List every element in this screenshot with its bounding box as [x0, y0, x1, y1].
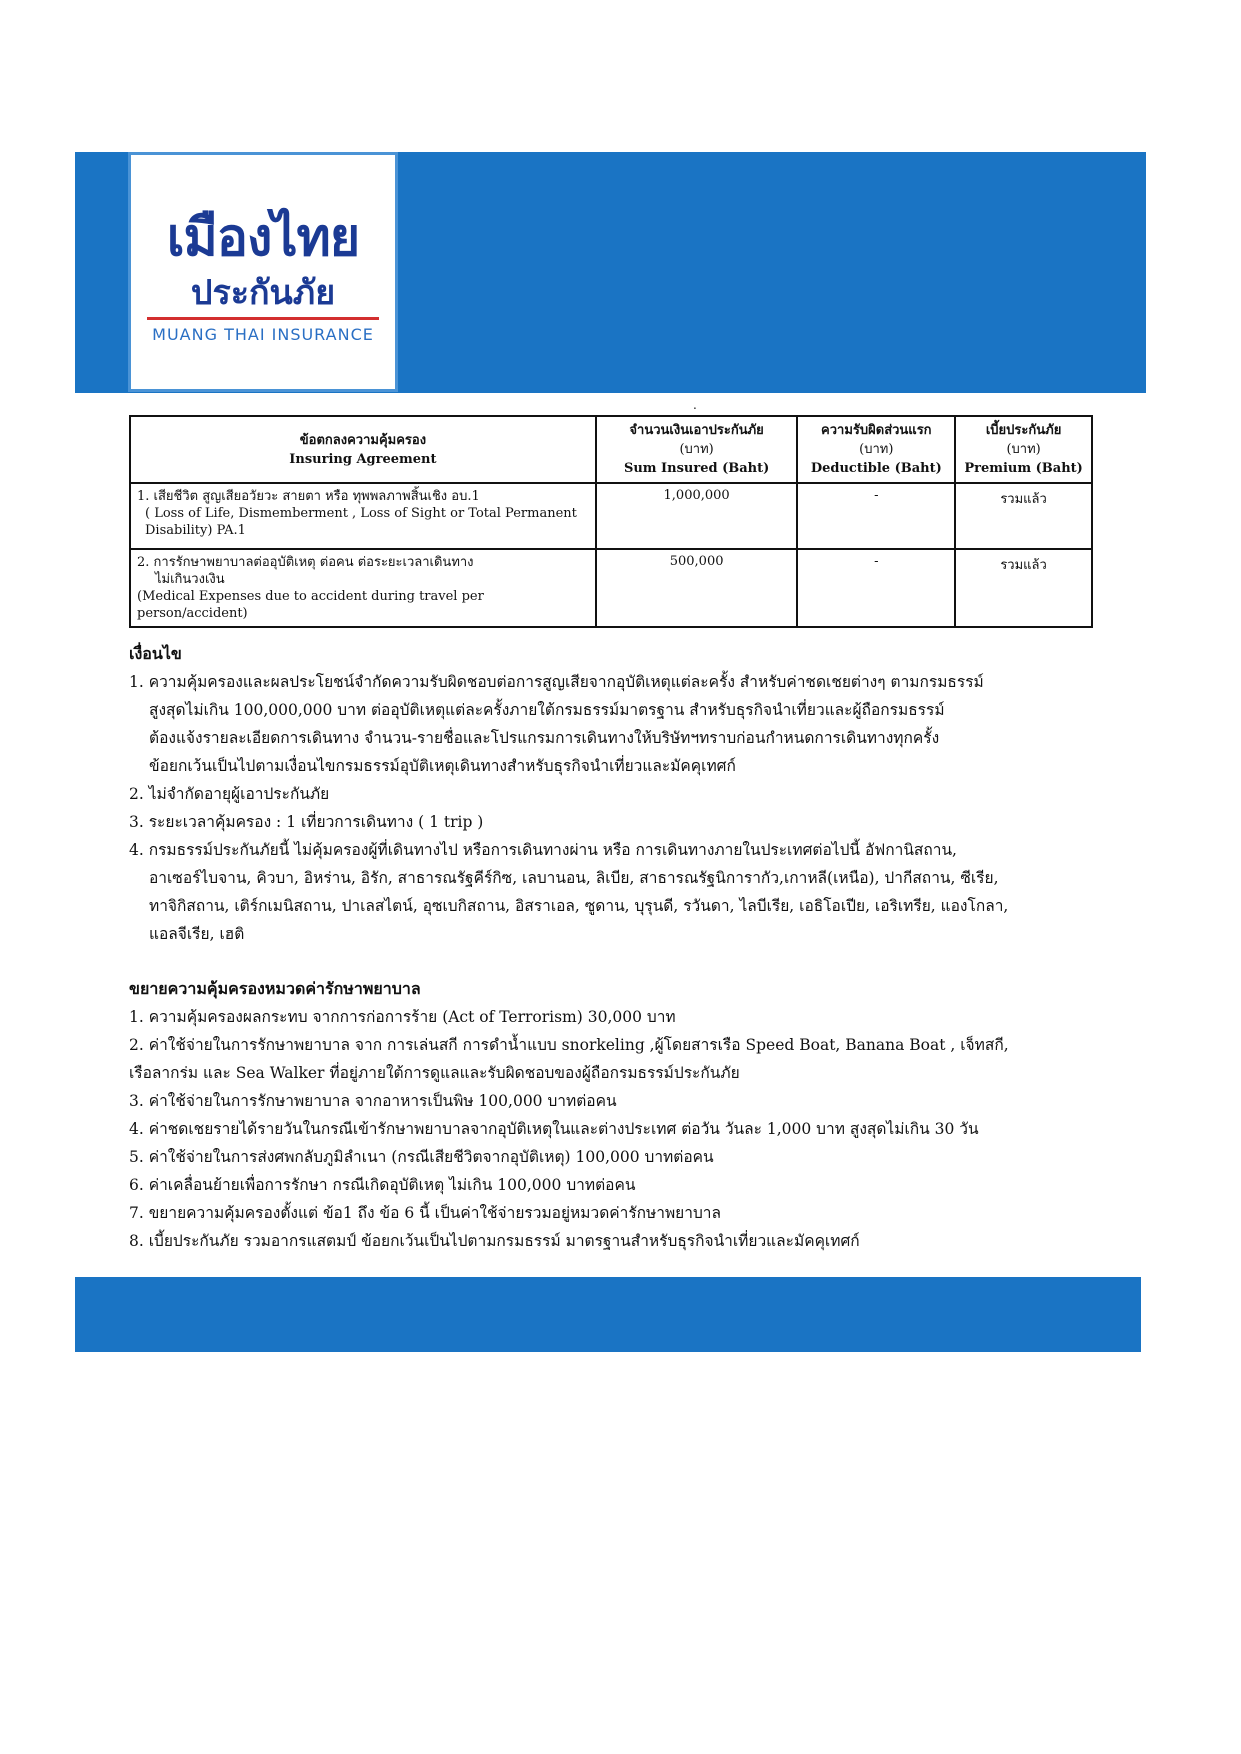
header-premium: เบี้ยประกันภัย (บาท) Premium (Baht): [955, 416, 1092, 483]
condition-item-cont: ต้องแจ้งรายละเอียดการเดินทาง จำนวน-รายชื่อและโปรแกรมการเดินทางให้บริษัทฯทราบก่อนกำหนดการเดินทางทุกครั้ง: [149, 729, 940, 747]
header-deductible: ความรับผิดส่วนแรก (บาท) Deductible (Baht): [797, 416, 955, 483]
condition-item: 4. กรมธรรม์ประกันภัยนี้ ไม่คุ้มครองผู้ที่เดินทางไป หรือการเดินทางผ่าน หรือ การเดินทางภายในประเทศต่อไปนี้ อัฟกานิสถาน,: [129, 841, 957, 859]
table-header-row: [130, 416, 1092, 483]
logo-english-name: MUANG THAI INSURANCE: [152, 325, 374, 344]
extension-item: 1. ความคุ้มครองผลกระทบ จากการก่อการร้าย (Act of Terrorism) 30,000 บาท: [129, 1008, 676, 1026]
deductible-value: -: [797, 483, 955, 549]
company-logo: [128, 152, 398, 392]
header-sum-insured: จำนวนเงินเอาประกันภัย (บาท) Sum Insured (Baht): [596, 416, 798, 483]
condition-item: 3. ระยะเวลาคุ้มครอง : 1 เที่ยวการเดินทาง ( 1 trip ): [129, 813, 484, 831]
conditions-section: [129, 640, 1109, 948]
extension-item: 7. ขยายความคุ้มครองตั้งแต่ ข้อ1 ถึง ข้อ 6 นี้ เป็นค่าใช้จ่ายรวมอยู่หมวดค่ารักษาพยาบาล: [129, 1204, 722, 1222]
condition-item-cont: อาเซอร์ไบจาน, คิวบา, อิหร่าน, อิรัก, สาธารณรัฐคีร์กิซ, เลบานอน, ลิเบีย, สาธารณรัฐนิการากัว,เกาหลี(เหนือ), ปากีสถาน, ซีเรีย,: [149, 869, 999, 887]
sum-insured-value: 1,000,000: [596, 483, 798, 549]
logo-thai-name: เมืองไทย: [166, 208, 360, 268]
logo-thai-subtitle: ประกันภัย: [190, 273, 336, 313]
condition-item-cont: สูงสุดไม่เกิน 100,000,000 บาท ต่ออุบัติเหตุแต่ละครั้งภายใต้กรมธรรม์มาตรฐาน สำหรับธุรกิจนำเที่ยวและผู้ถือกรมธรรม์: [149, 701, 945, 719]
sum-insured-value: 500,000: [596, 549, 798, 627]
extension-item: 2. ค่าใช้จ่ายในการรักษาพยาบาล จาก การเล่นสกี การดำน้ำแบบ snorkeling ,ผู้โดยสารเรือ Speed Boat, Banana Boat , เจ็ทสกี,: [129, 1036, 1009, 1054]
condition-item: 2. ไม่จำกัดอายุผู้เอาประกันภัย: [129, 785, 330, 803]
table-row: [130, 483, 1092, 549]
premium-value: รวมแล้ว: [955, 549, 1092, 627]
condition-item: 1. ความคุ้มครองและผลประโยชน์จำกัดความรับผิดชอบต่อการสูญเสียจากอุบัติเหตุแต่ละครั้ง สำหรับค่าชดเชยต่างๆ ตามกรมธรรม์: [129, 673, 984, 691]
extension-item: 3. ค่าใช้จ่ายในการรักษาพยาบาล จากอาหารเป็นพิษ 100,000 บาทต่อคน: [129, 1092, 617, 1110]
deductible-value: -: [797, 549, 955, 627]
extension-item: 6. ค่าเคลื่อนย้ายเพื่อการรักษา กรณีเกิดอุบัติเหตุ ไม่เกิน 100,000 บาทต่อคน: [129, 1176, 636, 1194]
extension-item: 4. ค่าชดเชยรายได้รายวันในกรณีเข้ารักษาพยาบาลจากอุบัติเหตุในและต่างประเทศ ต่อวัน วันละ 1,000 บาท สูงสุดไม่เกิน 30 วัน: [129, 1120, 979, 1138]
condition-item-cont: แอลจีเรีย, เฮติ: [149, 925, 245, 943]
extension-title: ขยายความคุ้มครองหมวดค่ารักษาพยาบาล: [129, 979, 421, 998]
logo-divider: [147, 317, 379, 320]
extension-item: 5. ค่าใช้จ่ายในการส่งศพกลับภูมิลำเนา (กรณีเสียชีวิตจากอุบัติเหตุ) 100,000 บาทต่อคน: [129, 1148, 714, 1166]
condition-item-cont: ข้อยกเว้นเป็นไปตามเงื่อนไขกรมธรรม์อุบัติเหตุเดินทางสำหรับธุรกิจนำเที่ยวและมัคคุเทศก์: [149, 757, 736, 775]
coverage-description: 1. เสียชีวิต สูญเสียอวัยวะ สายตา หรือ ทุพพลภาพสิ้นเชิง อบ.1 ( Loss of Life, Dismemberment , Loss of Sight or Total Permanent Disability) PA.1: [130, 483, 596, 549]
premium-value: รวมแล้ว: [955, 483, 1092, 549]
table-row: [130, 549, 1092, 627]
extension-item: 8. เบี้ยประกันภัย รวมอากรแสตมป์ ข้อยกเว้นเป็นไปตามกรมธรรม์ มาตรฐานสำหรับธุรกิจนำเที่ยวและมัคคุเทศก์: [129, 1232, 860, 1250]
condition-item-cont: ทาจิกิสถาน, เติร์กเมนิสถาน, ปาเลสไตน์, อุซเบกิสถาน, อิสราเอล, ซูดาน, บุรุนดี, รวันดา, ไลบีเรีย, เอธิโอเปีย, เอริเทรีย, แองโกลา,: [149, 897, 1009, 915]
conditions-title: เงื่อนไข: [129, 644, 182, 663]
header-insuring-agreement: ข้อตกลงความคุ้มครอง Insuring Agreement: [130, 416, 596, 483]
coverage-table: [129, 415, 1093, 628]
separator-dot: .: [693, 398, 697, 412]
coverage-description: 2. การรักษาพยาบาลต่ออุบัติเหตุ ต่อคน ต่อระยะเวลาเดินทาง ไม่เกินวงเงิน (Medical Expenses due to accident during travel per person/accident): [130, 549, 596, 627]
extension-section: [129, 975, 1109, 1255]
extension-item-cont: เรือลากร่ม และ Sea Walker ที่อยู่ภายใต้การดูแลและรับผิดชอบของผู้ถือกรมธรรม์ประกันภัย: [129, 1064, 740, 1082]
footer-band: [75, 1277, 1141, 1352]
